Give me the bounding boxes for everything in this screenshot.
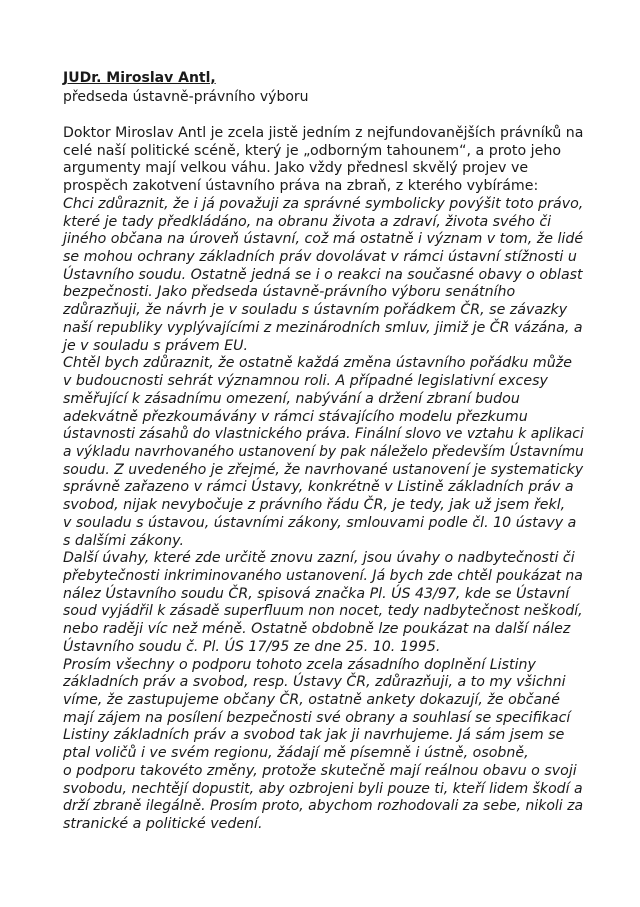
quote-line: směřující k zásadnímu omezení, nabývání a držení zbraní budou (63, 390, 520, 407)
quote-line: s dalšími zákony. (63, 532, 184, 549)
quote-line: a výkladu navrhovaného ustanovení by pak náleželo především Ústavnímu (63, 443, 584, 460)
quote-line: Chtěl bych zdůraznit, že ostatně každá změna ústavního pořádku může (63, 355, 572, 372)
quote-line: naší republiky vyplývajícími z mezinárodních smluv, jimiž je ČR vázána, a (63, 319, 583, 336)
quote-line: bezpečnosti. Jako předseda ústavně-právního výboru senátního (63, 284, 516, 301)
quote-line: se mohou ochrany základních práv dovolávat v rámci ústavní stížnosti u (63, 249, 577, 266)
quote-line: Ústavního soudu. Ostatně jedná se i o reakci na současné obavy o oblast (63, 266, 583, 283)
intro-line: argumenty mají velkou váhu. Jako vždy přednesl skvělý projev ve (63, 160, 529, 177)
intro-line: prospěch zakotvení ústavního práva na zbraň, z kterého vybíráme: (63, 178, 539, 195)
quote-line: soudu. Z uvedeného je zřejmé, že navrhované ustanovení je systematicky (63, 461, 584, 478)
quoted-speech (63, 196, 583, 834)
quote-line: stranické a politické vedení. (63, 816, 263, 833)
quote-line: Další úvahy, které zde určitě znovu zazní, jsou úvahy o nadbytečnosti či (63, 550, 575, 567)
quote-line: mají zájem na posílení bezpečnosti své obrany a souhlasí se specifikací (63, 709, 571, 726)
author-name: JUDr. Miroslav Antl, (63, 70, 216, 86)
intro-paragraph (63, 125, 583, 196)
author-role: předseda ústavně-právního výboru (63, 89, 309, 105)
document-body (63, 125, 583, 834)
quote-line: Prosím všechny o podporu tohoto zcela zásadního doplnění Listiny (63, 656, 536, 673)
quote-line: adekvátně přezkoumávány v rámci stávajícího modelu přezkumu (63, 408, 528, 425)
quote-line: je v souladu s právem EU. (63, 337, 249, 354)
quote-line: přebytečnosti inkriminovaného ustanovení. Já bych zde chtěl poukázat na (63, 567, 583, 584)
quote-line: zdůrazňuji, že návrh je v souladu s ústavním pořádkem ČR, se závazky (63, 302, 568, 319)
quote-line: jiného občana na úroveň ústavní, což má ostatně i význam v tom, že lidé (63, 231, 584, 248)
quote-line: drží zbraně ilegálně. Prosím proto, abychom rozhodovali za sebe, nikoli za (63, 798, 584, 815)
quote-line: Listiny základních práv a svobod tak jak ji navrhujeme. Já sám jsem se (63, 727, 565, 744)
quote-line: nebo raději víc než méně. Ostatně obdobně lze poukázat na další nález (63, 621, 571, 638)
quote-line: Ústavního soudu č. Pl. ÚS 17/95 ze dne 25. 10. 1995. (63, 638, 441, 655)
quote-line: ústavnosti zásahů do vlastnického práva. Finální slovo ve vztahu k aplikaci (63, 426, 584, 443)
intro-line: Doktor Miroslav Antl je zcela jistě jedním z nejfundovanějších právníků na (63, 125, 584, 141)
intro-line: celé naší politické scéně, který je „odborným tahounem“, a proto jeho (63, 142, 562, 159)
quote-line: soud vyjádřil k zásadě superfluum non nocet, tedy nadbytečnost neškodí, (63, 603, 583, 620)
quote-line: ptal voličů i ve svém regionu, žádají mě písemně i ústně, osobně, (63, 745, 529, 762)
quote-line: v budoucnosti sehrát významnou roli. A případné legislativní excesy (63, 373, 548, 390)
quote-line: o podporu takovéto změny, protože skutečně mají reálnou obavu o svoji (63, 762, 577, 779)
quote-line: svobodu, nechtějí dopustit, aby ozbrojeni byli pouze ti, kteří lidem škodí a (63, 780, 583, 797)
quote-line: v souladu s ústavou, ústavními zákony, smlouvami podle čl. 10 ústavy a (63, 514, 577, 531)
quote-line: které je tady předkládáno, na obranu života a zdraví, života svého či (63, 213, 552, 230)
author-header (63, 69, 583, 107)
quote-line: správně zařazeno v rámci Ústavy, konkrétně v Listině základních práv a (63, 479, 574, 496)
quote-line: Chci zdůraznit, že i já považuji za správné symbolicky povýšit toto právo, (63, 195, 584, 212)
quote-line: základních práv a svobod, resp. Ústavy ČR, zdůrazňuji, a to my všichni (63, 674, 566, 691)
quote-line: nález Ústavního soudu ČR, spisová značka Pl. ÚS 43/97, kde se Ústavní (63, 585, 570, 602)
quote-line: víme, že zastupujeme občany ČR, ostatně ankety dokazují, že občané (63, 692, 561, 708)
quote-line: svobod, nijak nevybočuje z právního řádu ČR, je tedy, jak už jsem řekl, (63, 497, 566, 514)
